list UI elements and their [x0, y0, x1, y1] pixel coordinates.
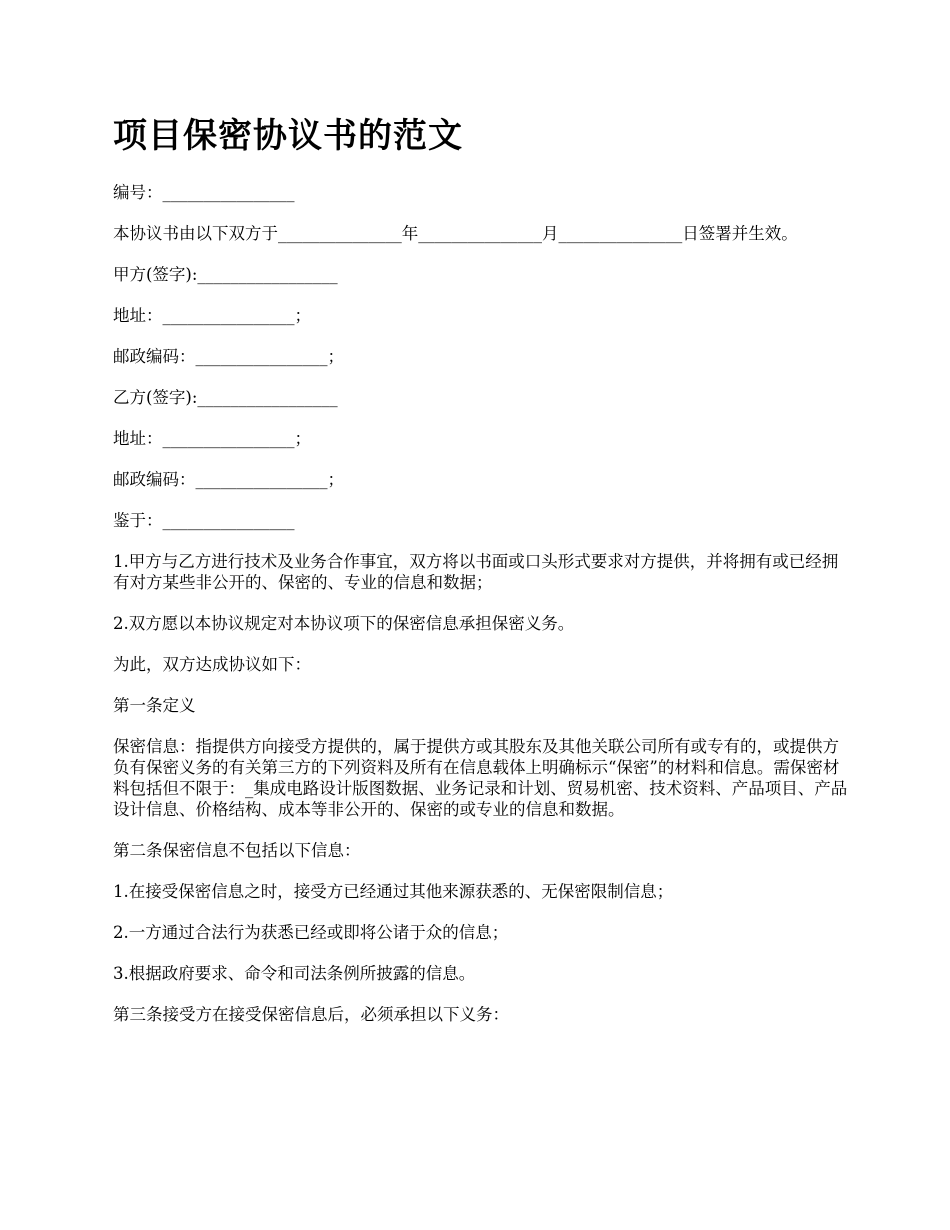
article-1-definition: 保密信息：指提供方向接受方提供的，属于提供方或其股东及其他关联公司所有或专有的，或提供方负有保密义务的有关第三方的下列资料及所有在信息载体上明确标示“保密”的材料和信息。需保密材料包括但不限于：_集成电路设计版图数据、业务记录和计划、贸易机密、技术资料、产品项目、产品设计信息、价格结构、成本等非公开的、保密的或专业的信息和数据。 — [113, 737, 848, 819]
party-b-signature: 乙方(签字):_________________ — [113, 388, 338, 407]
party-b-address: 地址：________________； — [113, 429, 311, 448]
article-2-item-3: 3.根据政府要求、命令和司法条例所披露的信息。 — [113, 964, 476, 983]
article-1-heading: 第一条定义 — [113, 696, 196, 715]
party-b-postal-code: 邮政编码：________________； — [113, 470, 344, 489]
document-page — [113, 112, 848, 1045]
article-2-heading: 第二条保密信息不包括以下信息： — [113, 841, 361, 860]
whereas-field: 鉴于：________________ — [113, 511, 295, 530]
party-a-address: 地址：________________； — [113, 306, 311, 325]
recital-2: 2.双方愿以本协议规定对本协议项下的保密信息承担保密义务。 — [113, 614, 575, 633]
article-3-heading: 第三条接受方在接受保密信息后，必须承担以下义务： — [113, 1005, 509, 1024]
agreement-intro: 为此，双方达成协议如下： — [113, 655, 311, 674]
serial-number-field: 编号：________________ — [113, 183, 295, 202]
party-a-signature: 甲方(签字):_________________ — [113, 265, 338, 284]
document-title: 项目保密协议书的范文 — [113, 116, 463, 156]
recital-1: 1.甲方与乙方进行技术及业务合作事宜，双方将以书面或口头形式要求对方提供，并将拥有或已经拥有对方某些非公开的、保密的、专业的信息和数据； — [113, 552, 839, 592]
article-2-item-2: 2.一方通过合法行为获悉已经或即将公诸于众的信息； — [113, 923, 509, 942]
article-2-item-1: 1.在接受保密信息之时，接受方已经通过其他来源获悉的、无保密限制信息； — [113, 882, 674, 901]
party-a-postal-code: 邮政编码：________________； — [113, 347, 344, 366]
signing-date-statement: 本协议书由以下双方于_______________年_______________月_______________日签署并生效。 — [113, 224, 798, 243]
